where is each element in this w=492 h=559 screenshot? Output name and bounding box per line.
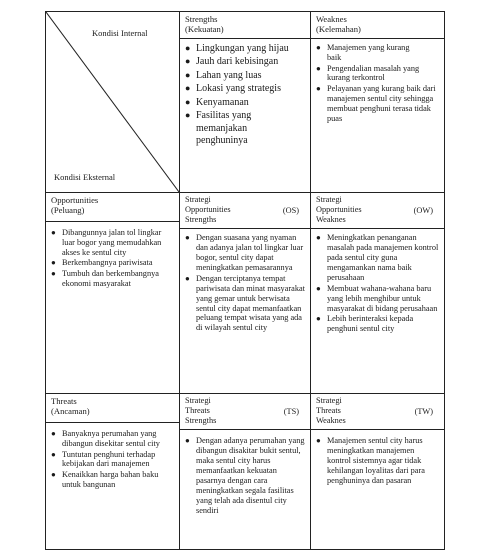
strengths-title: Strengths [185,14,218,24]
strategy-tw-line2: Threats [316,405,341,415]
opportunities-header-divider [46,221,179,222]
strategy-tw-list [316,436,439,486]
list-item: ● Kenyamanan [185,96,249,108]
strategy-wo-line3: Weaknes [316,214,346,224]
strategy-so-cell [180,193,310,393]
list-item: ● Lebih berinteraksi kepada penghuni sentul city [316,314,414,334]
list-item: ● Lingkungan yang hijau [185,42,289,54]
threats-title: Threats [51,396,77,406]
bullet-icon: ● [316,84,321,94]
opportunities-cell [46,193,179,393]
strategy-ts-list [185,436,305,516]
list-item: ● Dengan adanya perumahan yang dibangun disakitar bukit sentul, maka sentul city harus memanfaatkan kekuatan pasarnya dengan cara meningkatkan segala fasilitas yang telah ada disentul city sendiri [185,435,305,515]
threats-list [51,429,174,491]
bullet-icon: ● [51,258,56,268]
bullet-icon: ● [316,283,321,293]
strategy-so-line2: Opportunities [185,204,231,214]
bullet-icon: ● [185,69,191,80]
strategy-so-header [185,195,305,225]
list-item: ● Manajemen sentul city harus meningkatkan manajemen kontrol sistemnya agar tidak kehilangan loyalitas dari para penghuninya dan pasaran [316,435,425,485]
strategy-ts-header [185,396,305,426]
bullet-icon: ● [316,63,321,73]
strengths-subtitle: (Kekuatan) [185,24,224,35]
strengths-cell [180,12,310,192]
strategy-tw-divider [311,429,444,430]
weakness-list [316,43,439,125]
list-item: ● Kenaikkan harga bahan baku untuk bangunan [51,470,159,490]
strategy-wo-divider [311,228,444,229]
threats-subtitle: (Ancaman) [51,406,90,417]
list-item: ● Fasilitas yang memanjakan penghuninya [185,110,252,147]
list-item: ● Membuat wahana-wahana baru yang lebih menghibur untuk masyarakat di bidang perusahaan [316,283,438,313]
list-item: ● Meningkatkan penanganan masalah pada manajemen kontrol pada sentul city guna mengamankan nama baik perusahaan [316,232,439,282]
list-item: ● Pengendalian masalah yang kurang terkontrol [316,63,420,83]
strategy-wo-header [316,195,439,225]
strategy-tw-code: (TW) [414,407,433,416]
list-item: ● Jauh dari kebisingan [185,56,279,68]
bullet-icon: ● [185,232,190,242]
list-item: ● Dengan terciptanya tempat pariwisata dan minat masyarakat yang gemar untuk berwisata sentul city dapat memanfaatkan peluang tempat wisata yang ada di wilayah sentul city [185,273,305,333]
bullet-icon: ● [51,227,56,237]
threats-header-divider [46,422,179,423]
bullet-icon: ● [185,110,191,121]
threats-cell [46,394,179,550]
opportunities-list [51,228,174,290]
list-item: ● Tumbuh dan berkembangnya ekonomi masyarakat [51,269,159,289]
weakness-cell [311,12,444,192]
weakness-header-divider [311,38,444,39]
strategy-so-line1: Strategi [185,195,211,204]
strategy-so-list [185,233,305,334]
internal-condition-label: Kondisi Internal [92,28,148,38]
strategy-so-line3: Strengths [185,214,217,224]
strategy-wo-line1: Strategi [316,195,342,204]
strengths-header-divider [180,38,310,39]
strategy-so-code: (OS) [282,206,299,215]
strategy-ts-line2: Threats [185,405,210,415]
bullet-icon: ● [185,56,191,67]
external-condition-label: Kondisi Eksternal [54,172,116,182]
strategy-ts-code: (TS) [283,407,299,416]
bullet-icon: ● [185,83,191,94]
strengths-list [185,43,305,148]
bullet-icon: ● [51,269,56,279]
bullet-icon: ● [185,273,190,283]
opportunities-title: Opportunities [51,195,99,205]
list-item: ● Lokasi yang strategis [185,83,281,95]
strategy-ts-line1: Strategi [185,396,211,405]
strategy-wo-list [316,233,439,335]
bullet-icon: ● [185,96,191,107]
strategy-wo-code: (OW) [413,206,433,215]
strategy-tw-header [316,396,439,426]
strategy-ts-cell [180,394,310,550]
weakness-subtitle: (Kelemahan) [316,24,361,35]
swot-matrix-table [45,11,445,550]
list-item: ● Lahan yang luas [185,69,262,81]
list-item: ● Dibangunnya jalan tol lingkar luar bogor yang memudahkan akses ke sentul city [51,227,162,257]
list-item: ● Banyaknya perumahan yang dibangun disekitar sentul city [51,428,160,448]
bullet-icon: ● [51,449,56,459]
opportunities-subtitle: (Peluang) [51,205,85,216]
corner-diagonal-line [46,12,179,192]
corner-cell [46,12,179,192]
list-item: ● Dengan suasana yang nyaman dan adanya jalan tol lingkar luar bogor, sentul city dapat meningkatkan pemasarannya [185,232,304,272]
strategy-tw-line3: Weaknes [316,415,346,425]
bullet-icon: ● [316,232,321,242]
list-item: ● Pelayanan yang kurang baik dari manajemen sentul city sehingga membuat penghuni terasa tidak puas [316,84,436,124]
strategy-wo-cell [311,193,444,393]
weakness-title: Weaknes [316,14,347,24]
bullet-icon: ● [185,435,190,445]
strategy-ts-divider [180,429,310,430]
list-item: ● Manajemen yang kurang baik [316,42,410,62]
strategy-ts-line3: Strengths [185,415,217,425]
list-item: ● Tuntutan penghuni terhadap kebijakan dari manajemen [51,449,156,469]
bullet-icon: ● [316,314,321,324]
list-item: ● Berkembangnya pariwisata [51,258,153,268]
strategy-tw-cell [311,394,444,550]
strategy-wo-line2: Opportunities [316,204,362,214]
bullet-icon: ● [51,428,56,438]
bullet-icon: ● [185,42,191,53]
strategy-so-divider [180,228,310,229]
bullet-icon: ● [316,435,321,445]
strategy-tw-line1: Strategi [316,396,342,405]
bullet-icon: ● [51,470,56,480]
bullet-icon: ● [316,42,321,52]
